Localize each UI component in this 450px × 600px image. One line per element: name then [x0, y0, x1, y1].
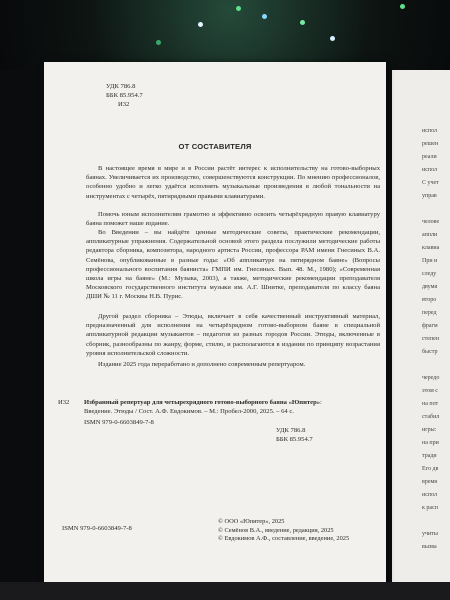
- facing-page-fragment: решен: [422, 141, 439, 147]
- paragraph: Во Введении – вы найдёте ценные методические советы, практические рекомендации, аппликатурные упражнения. Содержательной основой этого раздела послужили методические работы редактора сборника, композитора, народного артиста России, профессора РАМ имени Гнесиных В.А. Семёнова, опубликованные в разные годы: «Об аппликатуре на пятирядном баяне» (Вопросы профессионального воспитания баяниста» ГМПИ им. Гнесиных. Вып. 48. М., 1980); «Современная школа игры на баяне» (М.: Музыка, 2003), а также, методические рекомендации преподавателя Московского государственного института музыки им. А.Г. Шнитке, преподавателя по классу баяна ДШИ № 11 г. Москвы Н.В. Пурис.: [86, 229, 380, 301]
- paragraph: Издание 2025 года переработано и дополнено современным репертуаром.: [98, 361, 306, 368]
- copyright-line: © ООО «Юпитер», 2025: [218, 518, 285, 525]
- light-dot: [400, 4, 405, 9]
- light-dot: [262, 14, 267, 19]
- facing-page-fragment: реали: [422, 154, 437, 160]
- facing-page-fragment: этом с: [422, 388, 438, 394]
- copyright-line: © Семёнов В.А., введение, редакция, 2025: [218, 526, 334, 534]
- light-dot: [300, 20, 305, 25]
- facing-page-fragment: стабил: [422, 414, 440, 420]
- facing-page-fragment: испол: [422, 492, 437, 498]
- facing-page-fragment: время: [422, 479, 438, 485]
- paragraph: Помочь юным исполнителям грамотно и эффективно освоить четырёхрядную правую клавиатуру баяна поможет наше издание.: [86, 211, 380, 228]
- catalog-code: И32: [118, 101, 130, 108]
- background-lights: [0, 0, 450, 70]
- book-page: [44, 62, 386, 586]
- facing-page-fragment: чередо: [422, 375, 440, 381]
- table-surface: [0, 582, 450, 600]
- facing-page-fragment: двумя: [422, 284, 438, 290]
- citation-colon: :: [320, 399, 322, 406]
- facing-page-fragment: игры:: [422, 427, 437, 433]
- facing-page-fragment: следу: [422, 271, 437, 277]
- facing-page-fragment: второ: [422, 297, 437, 303]
- citation-code: И32: [58, 399, 70, 406]
- light-dot: [330, 36, 335, 41]
- facing-page-fragment: Его дв: [422, 466, 439, 472]
- facing-page-fragment: учиты: [422, 531, 438, 537]
- citation-details: Введение. Этюды / Сост. А.Ф. Евдокимов. – М.: Пробел-2000, 2025. – 64 с.: [84, 408, 294, 415]
- facing-page-fragment: на при: [422, 440, 439, 446]
- paragraph: Другой раздел сборника – Этюды, включает в себя качественный инструктивный материал, предназначенный для исполнения на четырёхрядном готово-выборном баяне в специальной аппликатурной редакции музыкантов – педагогов из разных городов России. Этюды, включенные в сборник, разнообразны по жанру, форме, стилю, и располагаются в издании по принципу возрастания уровня исполнительской сложности.: [86, 313, 380, 357]
- facing-page-fragment: быстр: [422, 349, 438, 355]
- citation-title-text: Избранный репертуар для четырехрядного готово-выборного баяна «Юпитер»: [84, 399, 321, 406]
- citation-title: [84, 398, 322, 407]
- facing-page: [392, 70, 450, 590]
- facing-page-fragment: При и: [422, 258, 438, 264]
- facing-page-fragment: С учет: [422, 180, 439, 186]
- facing-page-fragment: испол: [422, 167, 437, 173]
- catalog-bbk: ББК 85.954.7: [106, 92, 143, 99]
- copyright-line: © Евдокимов А.Ф., составление, введение, 2025: [218, 535, 350, 543]
- citation-bbk: ББК 85.954.7: [276, 436, 313, 443]
- facing-page-fragment: испол: [422, 128, 437, 134]
- light-dot: [156, 40, 161, 45]
- facing-page-fragment: к расп: [422, 505, 438, 511]
- facing-page-fragment: аппли: [422, 232, 438, 238]
- facing-page-fragment: вызва: [422, 544, 437, 550]
- facing-page-fragment: челове: [422, 219, 440, 225]
- facing-page-fragment: тради: [422, 453, 437, 459]
- facing-page-fragment: на пот: [422, 401, 439, 407]
- facing-page-fragment: управ: [422, 193, 437, 199]
- copyright-block: [218, 518, 349, 544]
- facing-page-fragment: клавиа: [422, 245, 440, 251]
- citation-udk: УДК 786.8: [276, 427, 306, 434]
- section-heading: ОТ СОСТАВИТЕЛЯ: [178, 142, 252, 151]
- facing-page-fragment: перед: [422, 310, 437, 316]
- citation-isbn: ISMN 979-0-6603849-7-8: [84, 419, 154, 426]
- footer-isbn: ISMN 979-0-6603849-7-8: [62, 525, 132, 532]
- facing-page-fragment: фрагм: [422, 323, 438, 329]
- catalog-udk: УДК 786.8: [106, 83, 136, 90]
- light-dot: [236, 6, 241, 11]
- paragraph: В настоящее время в мире и в России растёт интерес к исполнительству на готово-выборных баянах. Увеличивается их производство, совершенствуются конструкции. По мнению профессионалов, особенно удобно и легко удаётся исполнять музыкальные произведения в любой тональности на инструментах с четырёх, пятирядными правыми клавиатурами.: [86, 165, 380, 200]
- facing-page-fragment: степен: [422, 336, 440, 342]
- light-dot: [198, 22, 203, 27]
